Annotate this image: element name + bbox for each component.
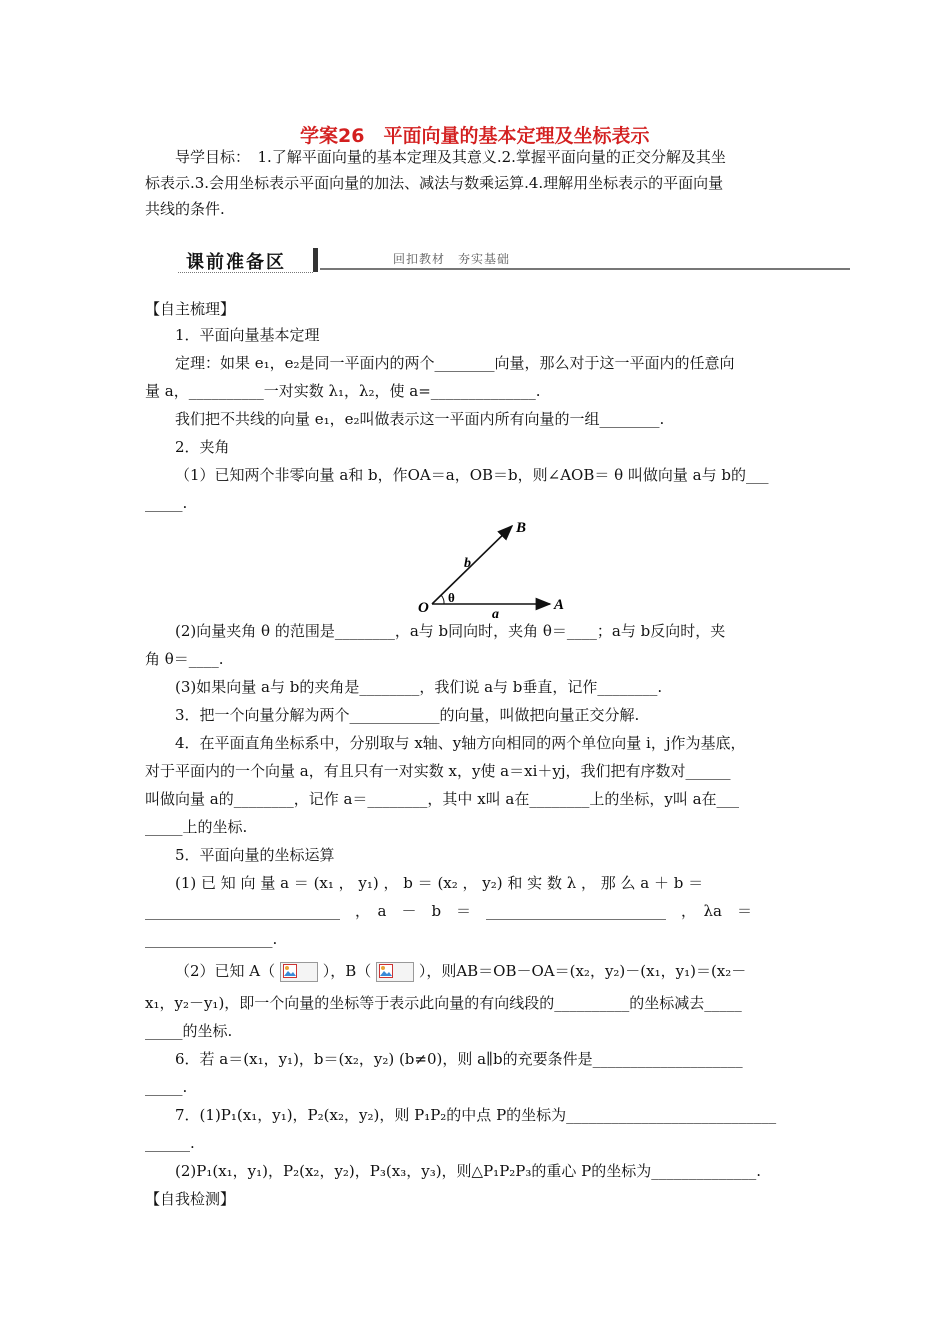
text-line: 对于平面内的一个向量 a，有且只有一对实数 x，y使 a＝xi＋yj，我们把有序数对______ bbox=[145, 762, 731, 780]
text-line: x₁，y₂－y₁)，即一个向量的坐标等于表示此向量的有向线段的__________的坐标减去_____ bbox=[145, 994, 742, 1012]
text-line: 量 a，__________一对实数 λ₁，λ₂，使 a=______________. bbox=[145, 382, 541, 400]
text-line: 角 θ＝____. bbox=[145, 650, 224, 668]
text-line: 7．(1)P₁(x₁，y₁)，P₂(x₂，y₂)，则 P₁P₂的中点 P的坐标为____________________________ bbox=[175, 1106, 777, 1124]
text-line: 定理：如果 e₁，e₂是同一平面内的两个________向量，那么对于这一平面内的任意向 bbox=[175, 354, 735, 372]
broken-image-icon bbox=[376, 962, 414, 982]
text-line: _____上的坐标. bbox=[145, 818, 248, 836]
text-line: _____. bbox=[145, 494, 188, 512]
section-heading: 5．平面向量的坐标运算 bbox=[175, 846, 335, 864]
text-line: (3)如果向量 a与 b的夹角是________，我们说 a与 b垂直，记作________. bbox=[175, 678, 663, 696]
text-segment: ），B（ bbox=[322, 962, 372, 980]
label-O: O bbox=[418, 600, 429, 616]
banner-rule bbox=[320, 268, 850, 270]
text-line: _____. bbox=[145, 1078, 188, 1096]
angle-arc bbox=[441, 595, 444, 604]
text-line: __________________________ ， a － b ＝ ________________________ ， λa ＝ bbox=[145, 902, 752, 920]
heading-self-check: 【自我检测】 bbox=[145, 1190, 236, 1208]
page-title: 学案26 平面向量的基本定理及坐标表示 bbox=[300, 125, 650, 147]
text-segment: （2）已知 A（ bbox=[175, 962, 276, 980]
banner-title: 课前准备区 bbox=[186, 252, 286, 273]
goal-line: 共线的条件. bbox=[145, 200, 225, 218]
banner-dots bbox=[178, 272, 313, 273]
text-line: 4．在平面直角坐标系中，分别取与 x轴、y轴方向相同的两个单位向量 i，j作为基底， bbox=[175, 734, 746, 752]
text-line: _________________. bbox=[145, 930, 278, 948]
heading-self-study: 【自主梳理】 bbox=[145, 300, 236, 318]
text-line: _____的坐标. bbox=[145, 1022, 233, 1040]
label-A: A bbox=[554, 597, 565, 613]
text-segment: ），则AB＝OB－OA＝(x₂，y₂)－(x₁，y₁)＝(x₂－ bbox=[418, 962, 747, 980]
label-a: a bbox=[492, 607, 499, 620]
text-line: (2)向量夹角 θ 的范围是________，a与 b同向时，夹角 θ＝____；a与 b反向时，夹 bbox=[175, 622, 726, 640]
text-line: （1）已知两个非零向量 a和 b，作OA＝a，OB＝b，则∠AOB＝ θ 叫做向量 a与 b的___ bbox=[175, 466, 769, 484]
banner-bar bbox=[313, 248, 318, 272]
text-line: (2)P₁(x₁，y₁)，P₂(x₂，y₂)，P₃(x₃，y₃)，则△P₁P₂P₃的重心 P的坐标为______________. bbox=[175, 1162, 762, 1180]
section-heading: 1．平面向量基本定理 bbox=[175, 326, 320, 344]
text-line: 我们把不共线的向量 e₁，e₂叫做表示这一平面内所有向量的一组________. bbox=[175, 410, 665, 428]
label-theta: θ bbox=[448, 590, 455, 605]
label-b: b bbox=[464, 556, 471, 571]
text-line: 6．若 a＝(x₁，y₁)，b＝(x₂，y₂) (b≠0)，则 a∥b的充要条件是____________________ bbox=[175, 1050, 743, 1068]
banner-subtitle: 回扣教材 夯实基础 bbox=[393, 252, 511, 266]
section-heading: 2．夹角 bbox=[175, 438, 230, 456]
text-line: (1) 已 知 向 量 a ＝ (x₁ ， y₁) ， b ＝ (x₂ ， y₂) 和 实 数 λ ， 那 么 a ＋ b ＝ bbox=[175, 874, 704, 892]
goal-line: 标表示.3.会用坐标表示平面向量的加法、减法与数乘运算.4.理解用坐标表示的平面向量 bbox=[145, 174, 724, 192]
section-banner bbox=[178, 244, 850, 276]
goal-line: 导学目标： 1.了解平面向量的基本定理及其意义.2.掌握平面向量的正交分解及其坐 bbox=[175, 148, 726, 166]
text-line: ______. bbox=[145, 1134, 195, 1152]
text-line bbox=[175, 960, 746, 982]
vector-b-arrow bbox=[432, 526, 512, 604]
text-line: 叫做向量 a的________，记作 a＝________，其中 x叫 a在________上的坐标，y叫 a在___ bbox=[145, 790, 740, 808]
broken-image-icon bbox=[280, 962, 318, 982]
label-B: B bbox=[516, 520, 527, 536]
text-line: 3．把一个向量分解为两个____________的向量，叫做把向量正交分解. bbox=[175, 706, 640, 724]
angle-figure bbox=[410, 515, 580, 620]
